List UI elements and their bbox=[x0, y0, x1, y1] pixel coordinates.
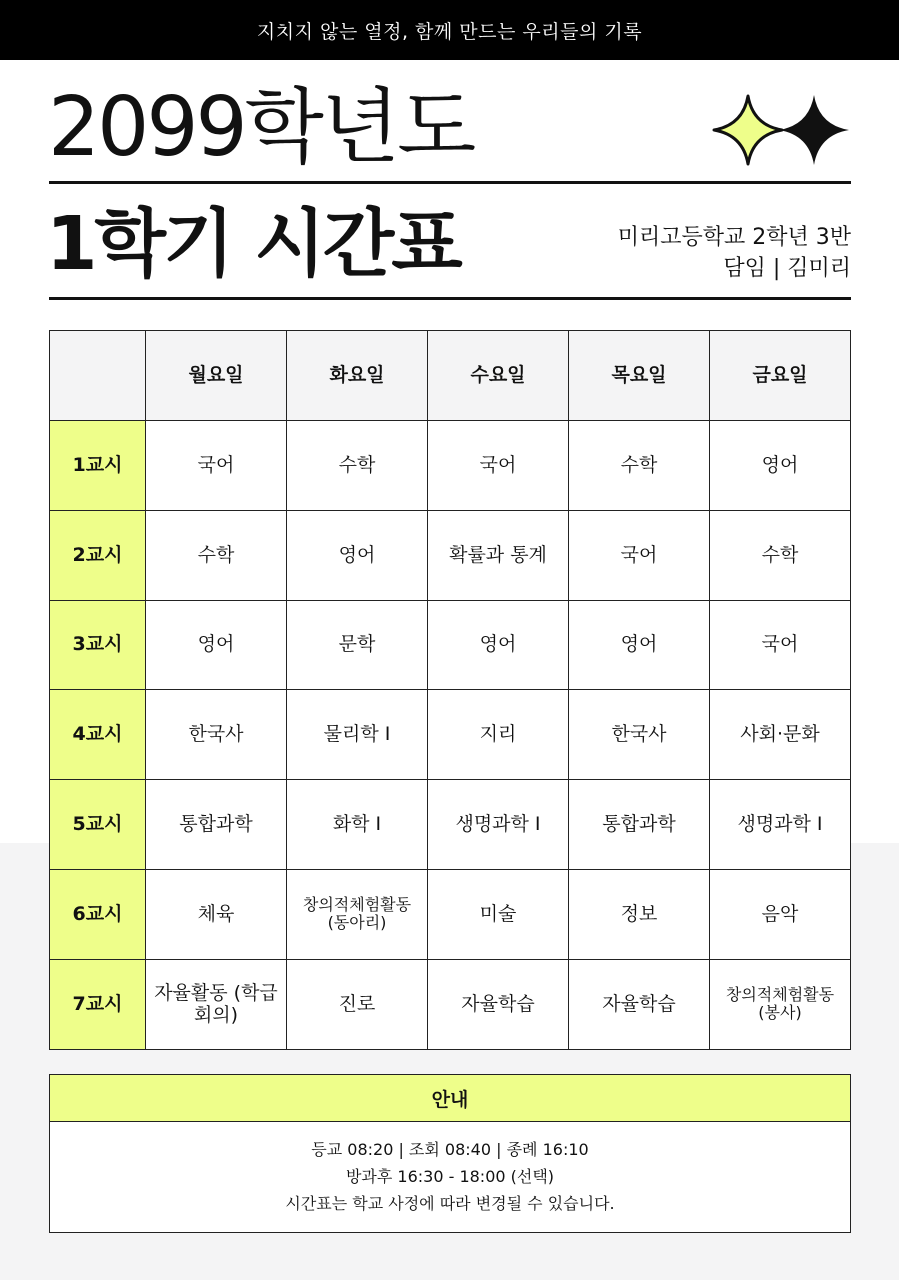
school-class-label: 미리고등학교 2학년 3반 bbox=[617, 225, 851, 250]
notice-line: 등교 08:20 | 조회 08:40 | 종례 16:10 bbox=[311, 1140, 589, 1159]
notice-line: 시간표는 학교 사정에 따라 변경될 수 있습니다. bbox=[285, 1194, 615, 1213]
subject-cell: 통합과학 bbox=[146, 780, 287, 870]
notice-title: 안내 bbox=[50, 1075, 850, 1122]
timetable-row bbox=[50, 780, 851, 870]
timetable-row bbox=[50, 690, 851, 780]
day-header: 목요일 bbox=[569, 331, 710, 421]
notice-box bbox=[49, 1074, 851, 1233]
subject-cell: 자율활동 (학급회의) bbox=[146, 959, 287, 1049]
subject-cell: 사회·문화 bbox=[710, 690, 851, 780]
subject-cell: 수학 bbox=[569, 421, 710, 511]
subject-cell: 확률과 통계 bbox=[428, 510, 569, 600]
subject-cell: 지리 bbox=[428, 690, 569, 780]
subject-cell: 창의적체험활동 (동아리) bbox=[287, 869, 428, 959]
subject-cell: 수학 bbox=[146, 510, 287, 600]
subject-cell: 국어 bbox=[569, 510, 710, 600]
subject-cell: 물리학 Ⅰ bbox=[287, 690, 428, 780]
subject-cell: 영어 bbox=[710, 421, 851, 511]
subject-cell: 화학 Ⅰ bbox=[287, 780, 428, 870]
subject-cell: 미술 bbox=[428, 869, 569, 959]
subject-cell: 국어 bbox=[710, 600, 851, 690]
subject-cell: 진로 bbox=[287, 959, 428, 1049]
subject-cell: 자율학습 bbox=[428, 959, 569, 1049]
day-header: 화요일 bbox=[287, 331, 428, 421]
timetable-row bbox=[50, 600, 851, 690]
period-label: 3교시 bbox=[50, 600, 146, 690]
top-banner: 지치지 않는 열정, 함께 만드는 우리들의 기록 bbox=[0, 0, 899, 60]
title-rule-top bbox=[49, 181, 851, 184]
period-label: 7교시 bbox=[50, 959, 146, 1049]
subject-cell: 영어 bbox=[146, 600, 287, 690]
corner-cell bbox=[50, 331, 146, 421]
subject-cell: 문학 bbox=[287, 600, 428, 690]
timetable-row bbox=[50, 869, 851, 959]
day-header: 월요일 bbox=[146, 331, 287, 421]
period-label: 2교시 bbox=[50, 510, 146, 600]
subject-cell: 자율학습 bbox=[569, 959, 710, 1049]
subject-cell: 정보 bbox=[569, 869, 710, 959]
subject-cell: 수학 bbox=[710, 510, 851, 600]
subject-cell: 생명과학 Ⅰ bbox=[710, 780, 851, 870]
title-rule-bottom bbox=[49, 297, 851, 300]
subject-cell: 국어 bbox=[428, 421, 569, 511]
period-label: 4교시 bbox=[50, 690, 146, 780]
subject-cell: 생명과학 Ⅰ bbox=[428, 780, 569, 870]
timetable-row bbox=[50, 959, 851, 1049]
period-label: 6교시 bbox=[50, 869, 146, 959]
period-label: 1교시 bbox=[50, 421, 146, 511]
notice-body bbox=[50, 1122, 850, 1217]
day-header: 금요일 bbox=[710, 331, 851, 421]
subject-cell: 국어 bbox=[146, 421, 287, 511]
sparkle-star-yellow-icon bbox=[714, 96, 782, 164]
subject-cell: 영어 bbox=[569, 600, 710, 690]
notice-line: 방과후 16:30 - 18:00 (선택) bbox=[345, 1167, 555, 1186]
day-header: 수요일 bbox=[428, 331, 569, 421]
subject-cell: 수학 bbox=[287, 421, 428, 511]
subject-cell: 영어 bbox=[287, 510, 428, 600]
subject-cell: 한국사 bbox=[146, 690, 287, 780]
timetable-row bbox=[50, 510, 851, 600]
timetable-header-row bbox=[50, 331, 851, 421]
sparkle-stars bbox=[712, 94, 852, 166]
title-year: 2099학년도 bbox=[48, 80, 474, 175]
title-term: 1학기 시간표 bbox=[46, 201, 460, 287]
timetable bbox=[49, 330, 851, 1050]
subject-cell: 음악 bbox=[710, 869, 851, 959]
timetable-row bbox=[50, 421, 851, 511]
subject-cell: 체육 bbox=[146, 869, 287, 959]
sparkle-star-black-icon bbox=[779, 95, 849, 165]
subject-cell: 한국사 bbox=[569, 690, 710, 780]
class-info bbox=[618, 222, 851, 284]
period-label: 5교시 bbox=[50, 780, 146, 870]
subject-cell: 영어 bbox=[428, 600, 569, 690]
subject-cell: 통합과학 bbox=[569, 780, 710, 870]
homeroom-teacher-label: 담임 | 김미리 bbox=[723, 256, 851, 281]
subject-cell: 창의적체험활동 (봉사) bbox=[710, 959, 851, 1049]
